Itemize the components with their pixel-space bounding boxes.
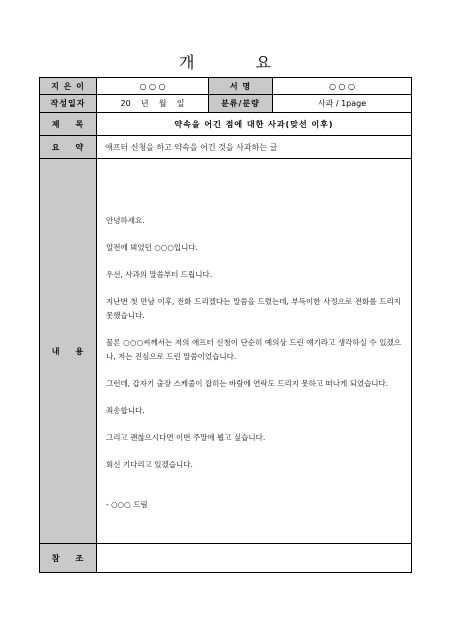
paragraph-apology-first: 우선, 사과의 말씀부터 드립니다. <box>106 269 213 279</box>
paragraph-reason: 지난번 첫 만남 이후, 전화 드리겠다는 말씀을 드렸는데, 부득이한 사정으로 전화를 드리지 못했습니다. <box>106 296 401 320</box>
paragraph-greeting: 안녕하세요. <box>106 215 145 225</box>
date-row <box>40 95 412 113</box>
paragraph-sorry: 죄송합니다. <box>106 405 145 415</box>
content-body <box>97 159 412 544</box>
author-value: ○ ○ ○ <box>97 78 209 95</box>
paragraph-await-reply: 회신 기다리고 있겠습니다. <box>106 459 193 469</box>
category-value: 사과 / 1page <box>273 95 412 113</box>
subject-row <box>40 113 412 136</box>
category-label: 분류/분량 <box>209 95 273 113</box>
reference-value <box>97 544 412 573</box>
paragraph-intro: 일전에 뵈었던 ○○○입니다. <box>106 242 198 252</box>
reference-row <box>40 544 412 573</box>
summary-row <box>40 136 412 159</box>
reference-label: 참 조 <box>40 544 97 573</box>
date-label: 작성일자 <box>40 95 97 113</box>
paragraph-meet-request: 그리고 괜찮으시다면 이번 주말에 뵙고 싶습니다. <box>106 432 266 442</box>
date-value: 20 년 월 일 <box>97 95 209 113</box>
paragraph-sincerity: 물론 ○○○씨께서는 저의 애프터 신청이 단순히 예의상 드린 얘기라고 생각하실 수 있겠으나, 저는 진심으로 드린 말씀이었습니다. <box>106 337 401 361</box>
subject-value: 약속을 어긴 점에 대한 사과(맞선 이후) <box>97 113 412 136</box>
paragraph-business-trip: 그런데, 갑자기 출장 스케줄이 잡히는 바람에 연락도 드리지 못하고 떠나게 되었습니다. <box>106 378 389 388</box>
author-row <box>40 78 412 95</box>
content-row <box>40 159 412 544</box>
subject-label: 제 목 <box>40 113 97 136</box>
summary-value: 애프터 신청을 하고 약속을 어긴 것을 사과하는 글 <box>97 136 412 159</box>
author-label: 지 은 이 <box>40 78 97 95</box>
paragraph-signoff: - ○○○ 드림 <box>106 499 148 509</box>
signature-label: 서 명 <box>209 78 273 95</box>
summary-label: 요 약 <box>40 136 97 159</box>
summary-form-table <box>39 77 412 573</box>
content-label: 내 용 <box>40 159 97 544</box>
document-title: 개 요 <box>179 53 299 72</box>
signature-value: ○ ○ ○ <box>273 78 412 95</box>
